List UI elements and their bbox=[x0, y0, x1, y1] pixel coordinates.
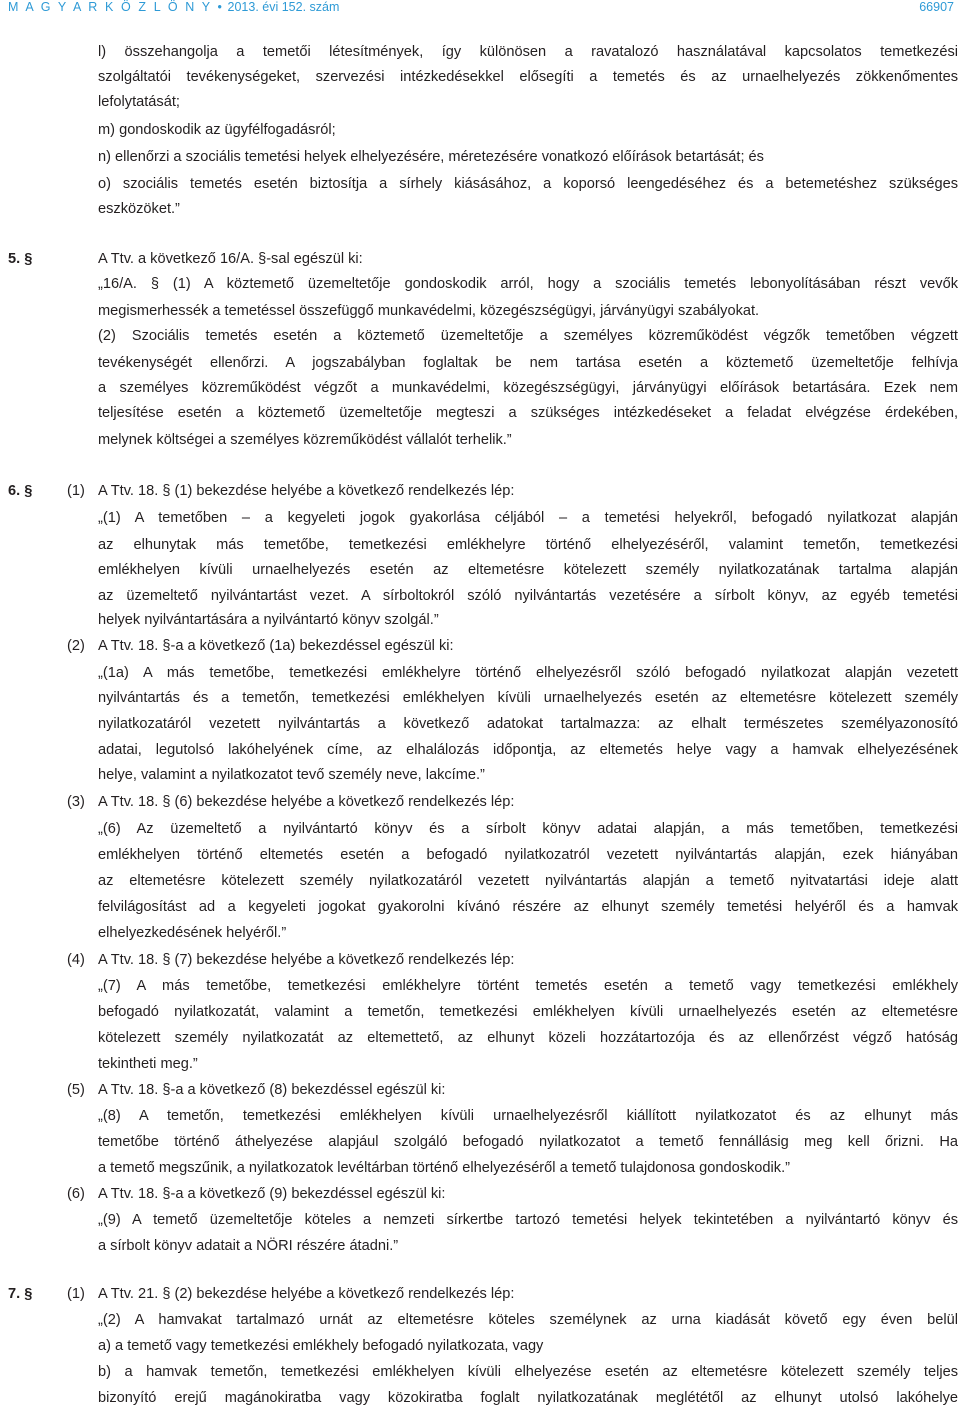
issue-label: 2013. évi 152. szám bbox=[227, 0, 340, 14]
text-line: eszközöket.” bbox=[98, 201, 180, 217]
journal-title: M A G Y A R K Ö Z L Ö N Y bbox=[8, 0, 212, 14]
text-line: tevékenységét ellenőrzi. A jogszabályban foglaltak be nem tartása esetén a köztemető üzemeltetője felhívja bbox=[98, 355, 958, 371]
text-line: (2) Szociális temetés esetén a köztemető üzemeltetője a személyes közreműködést végzők temetőben végzett bbox=[98, 328, 958, 344]
section-number: 6. § bbox=[8, 483, 33, 499]
text-line: emlékhelyen történő eltemetés esetén a befogadó nyilatkozatról vezetett nyilvántartás alapján, ezek hiányában bbox=[98, 847, 958, 863]
text-line: nyilatkozatáról vezetett nyilvántartás a következő adatokat tartalmazza: az elhalt természetes személyazonosító bbox=[98, 716, 958, 732]
text-line: m) gondoskodik az ügyfélfogadásról; bbox=[98, 122, 336, 138]
text-line: „(7) A más temetőbe, temetkezési emlékhelyre történt temetés esetén a temető vagy temetkezési emlékhely bbox=[98, 978, 958, 994]
text-line: „16/A. § (1) A köztemető üzemeltetője gondoskodik arról, hogy a szociális temetés lebonyolításában részt vevők bbox=[98, 276, 958, 292]
subsection-number: (3) bbox=[67, 794, 85, 810]
text-line: „(6) Az üzemeltető a nyilvántartó könyv és a sírbolt könyv adatai alapján, a más temetőben, temetkezési bbox=[98, 821, 958, 837]
text-line: n) ellenőrzi a szociális temetési helyek elhelyezésére, méretezésére vonatkozó előírások betartását; és bbox=[98, 149, 764, 165]
text-line: A Ttv. 21. § (2) bekezdése helyébe a következő rendelkezés lép: bbox=[98, 1286, 515, 1302]
text-line: felvilágosítást ad a kegyeleti jogokat gyakorolni kívánó részére az elhunyt személy temetési helyéről és a hamvak bbox=[98, 899, 958, 915]
text-line: helyek nyilvántartására a nyilvántartó könyv szolgál.” bbox=[98, 612, 439, 628]
text-line: befogadó nyilatkozatát, valamint a temetőn, temetkezési emlékhelyen kívüli urnaelhelyezés esetén az eltemetésre bbox=[98, 1004, 958, 1020]
text-line: „(9) A temető üzemeltetője köteles a nemzeti sírkertbe tartozó temetési helyek tekintetében a nyilvántartó könyv és bbox=[98, 1212, 958, 1228]
text-line: a temető megszűnik, a nyilatkozatok levéltárban történő elhelyezéséről a temető tulajdonosa gondoskodik.” bbox=[98, 1160, 790, 1176]
text-line: szolgáltatói tevékenységeket, szervezési intézkedésekkel elősegíti a temetés és az urnaelhelyezés zökkenőmentes bbox=[98, 69, 958, 85]
text-line: A Ttv. 18. § (7) bekezdése helyébe a következő rendelkezés lép: bbox=[98, 952, 515, 968]
text-line: helye, valamint a nyilatkozatot tevő személy neve, lakcíme.” bbox=[98, 767, 485, 783]
text-line: megismerhessék a temetéssel összefüggő munkavédelmi, közegészségügyi, járványügyi szabályokat. bbox=[98, 303, 760, 319]
text-line: kötelezett személy nyilatkozatát az eltemettető, az elhunyt közeli hozzátartozója és az ellenőrzést végző hatóság bbox=[98, 1030, 958, 1046]
text-line: o) szociális temetés esetén biztosítja a sírhely kiásásához, a koporsó leengedéséhez és a betemetéshez szükséges bbox=[98, 176, 958, 192]
journal-header bbox=[8, 0, 339, 14]
text-line: nyilvántartás és a temetőn, temetkezési emlékhelyen kívüli urnaelhelyezés esetén az eltemetésre kötelezett személy bbox=[98, 690, 958, 706]
text-line: „(8) A temetőn, temetkezési emlékhelyen kívüli urnaelhelyezésről kiállított nyilatkozatot és az elhunyt más bbox=[98, 1108, 958, 1124]
text-line: emlékhelyen kívüli urnaelhelyezés esetén az eltemetésre kötelezett személy nyilatkozatának tartalma alapján bbox=[98, 562, 958, 578]
subsection-number: (4) bbox=[67, 952, 85, 968]
text-line: az elhunytak más temetőbe, temetkezési emlékhelyre történő elhelyezéséről, valamint temetőn, temetkezési bbox=[98, 537, 958, 553]
page-number: 66907 bbox=[919, 0, 954, 14]
text-line: „(1) A temetőben – a kegyeleti jogok gyakorlása céljából – a temetési helyekről, befogadó nyilatkozat alapján bbox=[98, 510, 958, 526]
header-bullet: • bbox=[217, 0, 222, 14]
section-number: 7. § bbox=[8, 1286, 33, 1302]
text-line: l) összehangolja a temetői létesítmények, így különösen a ravatalozó használatával kapcsolatos temetkezési bbox=[98, 44, 958, 60]
page-header bbox=[0, 0, 960, 16]
text-line: „(1a) A más temetőbe, temetkezési emlékhelyre történő elhelyezésről szóló befogadó nyilatkozat alapján vezetett bbox=[98, 665, 958, 681]
text-line: a sírbolt könyv adatait a NÖRI részére átadni.” bbox=[98, 1238, 399, 1254]
text-line: A Ttv. 18. §-a a következő (9) bekezdéssel egészül ki: bbox=[98, 1186, 446, 1202]
subsection-number: (2) bbox=[67, 638, 85, 654]
subsection-number: (5) bbox=[67, 1082, 85, 1098]
subsection-number: (6) bbox=[67, 1186, 85, 1202]
subsection-number: (1) bbox=[67, 1286, 85, 1302]
text-line: lefolytatását; bbox=[98, 94, 180, 110]
text-line: A Ttv. 18. §-a a következő (1a) bekezdéssel egészül ki: bbox=[98, 638, 454, 654]
text-line: temetőbe történő áthelyezése alapjául szolgáló befogadó nyilatkozatot a temető fennállásig meg kell őrizni. Ha bbox=[98, 1134, 958, 1150]
text-line: teljesítése esetén a köztemető üzemeltetője megteszi a szükséges intézkedéseket a feladat elvégzése érdekében, bbox=[98, 405, 958, 421]
subsection-number: (1) bbox=[67, 483, 85, 499]
text-line: A Ttv. 18. §-a a következő (8) bekezdéssel egészül ki: bbox=[98, 1082, 446, 1098]
text-line: tekintheti meg.” bbox=[98, 1056, 198, 1072]
text-line: A Ttv. a következő 16/A. §-sal egészül ki: bbox=[98, 251, 363, 267]
text-line: az eltemetésre kötelezett személy nyilatkozatáról vezetett nyilvántartás alapján a temető nyitvatartási ideje alatt bbox=[98, 873, 958, 889]
text-line: elhelyezkedésének helyéről.” bbox=[98, 925, 287, 941]
text-line: A Ttv. 18. § (1) bekezdése helyébe a következő rendelkezés lép: bbox=[98, 483, 515, 499]
text-line: bizonyító erejű magánokiratba vagy közokiratba foglalt nyilatkozatának meglététől az elhunyt utolsó lakóhelye bbox=[98, 1390, 958, 1406]
text-line: adatai, legutolsó lakóhelyének címe, az elhalálozás időpontja, az eltemetés helye vagy a hamvak elhelyezésének bbox=[98, 742, 958, 758]
text-line: b) a hamvak temetőn, temetkezési emlékhelyen kívüli elhelyezése esetén az eltemetésre kötelezett személy teljes bbox=[98, 1364, 958, 1380]
text-line: A Ttv. 18. § (6) bekezdése helyébe a következő rendelkezés lép: bbox=[98, 794, 515, 810]
text-line: a személyes közreműködést végzőt a munkavédelmi, közegészségügyi, járványügyi előírások betartására. Ezek nem bbox=[98, 380, 958, 396]
text-line: melynek költségei a személyes közreműködést vállalót terhelik.” bbox=[98, 432, 512, 448]
section-number: 5. § bbox=[8, 251, 33, 267]
text-line: az üzemeltető nyilvántartást vezet. A sírboltokról szóló nyilvántartás vezetésére a sírbolt könyv, az egyéb temetési bbox=[98, 588, 958, 604]
text-line: a) a temető vagy temetkezési emlékhely befogadó nyilatkozata, vagy bbox=[98, 1338, 544, 1354]
text-line: „(2) A hamvakat tartalmazó urnát az eltemetésre köteles személynek az urna kiadását követő egy éven belül bbox=[98, 1312, 958, 1328]
